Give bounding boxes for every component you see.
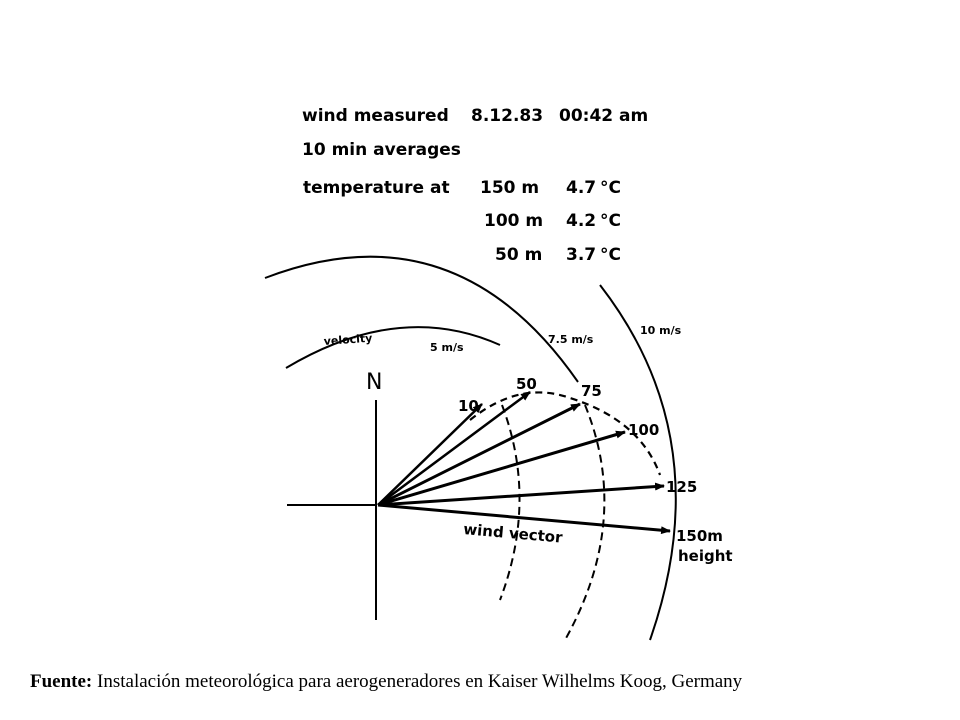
temperature-label: temperature at xyxy=(303,178,450,198)
temperature-unit-100: °C xyxy=(600,211,621,231)
speed-label-7-5: 7.5 m/s xyxy=(548,333,594,346)
temperature-value-150: 4.7 xyxy=(566,178,597,198)
temperature-unit-50: °C xyxy=(600,245,621,265)
vector-label-50: 50 xyxy=(516,375,537,393)
temperature-value-50: 3.7 xyxy=(566,245,597,265)
velocity-label: velocity xyxy=(323,331,373,348)
vector-label-10: 10 xyxy=(458,397,479,415)
speed-label-5: 5 m/s xyxy=(430,341,464,354)
temperature-unit-150: °C xyxy=(600,178,621,198)
vector-label-75: 75 xyxy=(581,382,602,400)
height-label: height xyxy=(678,547,733,565)
measurement-header xyxy=(302,106,648,265)
vector-label-100: 100 xyxy=(628,421,660,439)
speed-label-10: 10 m/s xyxy=(640,324,682,337)
vector-50m xyxy=(378,392,530,505)
measured-label: wind measured xyxy=(302,106,449,126)
source-caption xyxy=(30,671,940,693)
north-label: N xyxy=(366,370,383,395)
vector-label-125: 125 xyxy=(666,478,698,496)
vector-125m xyxy=(378,486,664,505)
velocity-circle-7-5ms xyxy=(265,257,578,382)
temperature-value-100: 4.2 xyxy=(566,211,597,231)
temperature-height-150: 150 m xyxy=(480,178,540,198)
temperature-height-50: 50 m xyxy=(495,245,543,265)
measured-time: 00:42 am xyxy=(559,106,649,126)
velocity-circle-5ms xyxy=(286,327,500,368)
vector-label-150m: 150m xyxy=(676,527,723,545)
measured-date: 8.12.83 xyxy=(471,106,544,126)
wind-vectors xyxy=(378,392,670,531)
caption-prefix: Fuente: xyxy=(30,671,93,692)
wind-vector-label: wind vector xyxy=(462,520,564,547)
velocity-circle-10ms xyxy=(600,285,676,640)
temperature-height-100: 100 m xyxy=(484,211,544,231)
caption-text: Instalación meteorológica para aerogeneradores en Kaiser Wilhelms Koog, Germany xyxy=(92,671,743,692)
averages-label: 10 min averages xyxy=(302,140,461,160)
